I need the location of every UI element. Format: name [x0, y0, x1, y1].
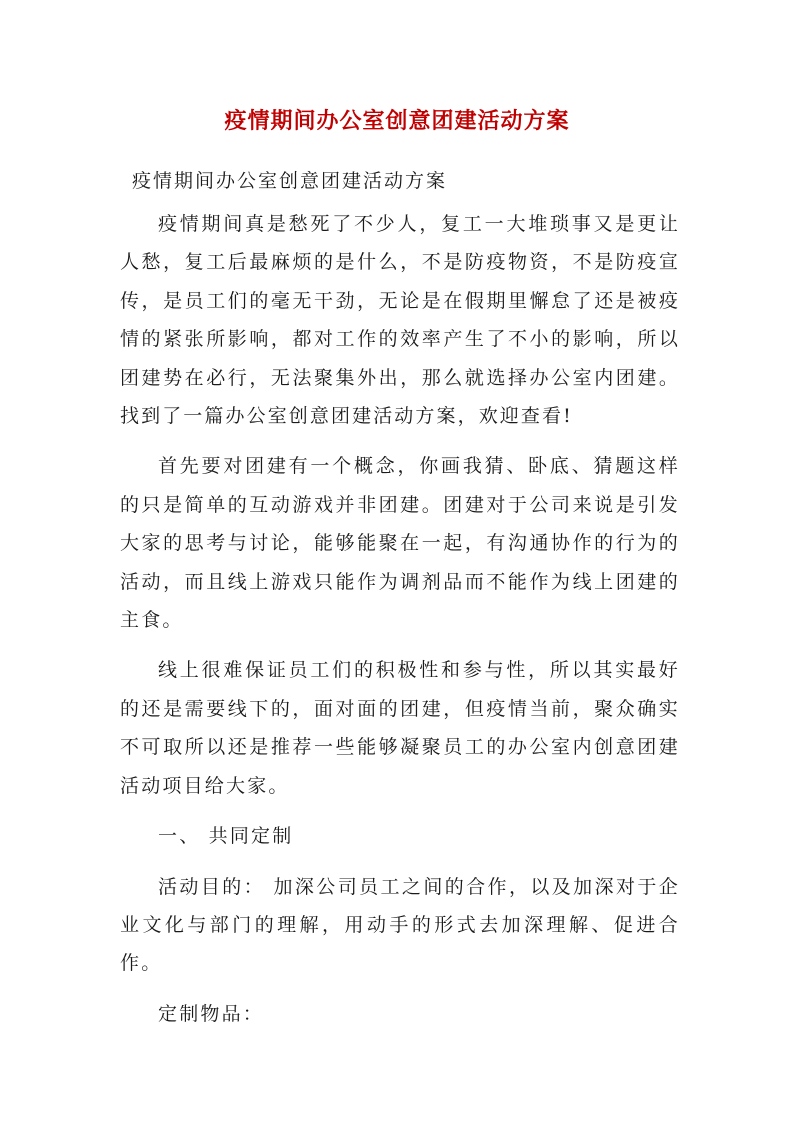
paragraph-concept: 首先要对团建有一个概念，你画我猜、卧底、猜题这样的只是简单的互动游戏并非团建。团建对于公司来说是引发大家的思考与讨论，能够能聚在一起，有沟通协作的行为的活动，而且线上游戏只能作为调剂品而不能作为线上团建的主食。: [120, 455, 680, 632]
paragraph-purpose: 活动目的： 加深公司员工之间的合作，以及加深对于企业文化与部门的理解，用动手的形式去加深理解、促进合作。: [120, 875, 680, 975]
paragraph-items-label: 定制物品：: [158, 1002, 265, 1025]
section-heading-1: 一、 共同定制: [158, 825, 294, 848]
document-title: 疫情期间办公室创意团建活动方案: [224, 108, 570, 134]
document-body: [120, 205, 680, 1033]
paragraph-intro: 疫情期间真是愁死了不少人，复工一大堆琐事又是更让人愁，复工后最麻烦的是什么，不是防疫物资，不是防疫宣传，是员工们的毫无干劲，无论是在假期里懈怠了还是被疫情的紧张所影响，都对工作的效率产生了不小的影响，所以团建势在必行，无法聚集外出，那么就选择办公室内团建。找到了一篇办公室创意团建活动方案，欢迎查看!: [120, 213, 680, 428]
paragraph-offline: 线上很难保证员工们的积极性和参与性，所以其实最好的还是需要线下的，面对面的团建，但疫情当前，聚众确实不可取所以还是推荐一些能够凝聚员工的办公室内创意团建活动项目给大家。: [120, 659, 680, 797]
document-subtitle: 疫情期间办公室创意团建活动方案: [132, 170, 448, 192]
